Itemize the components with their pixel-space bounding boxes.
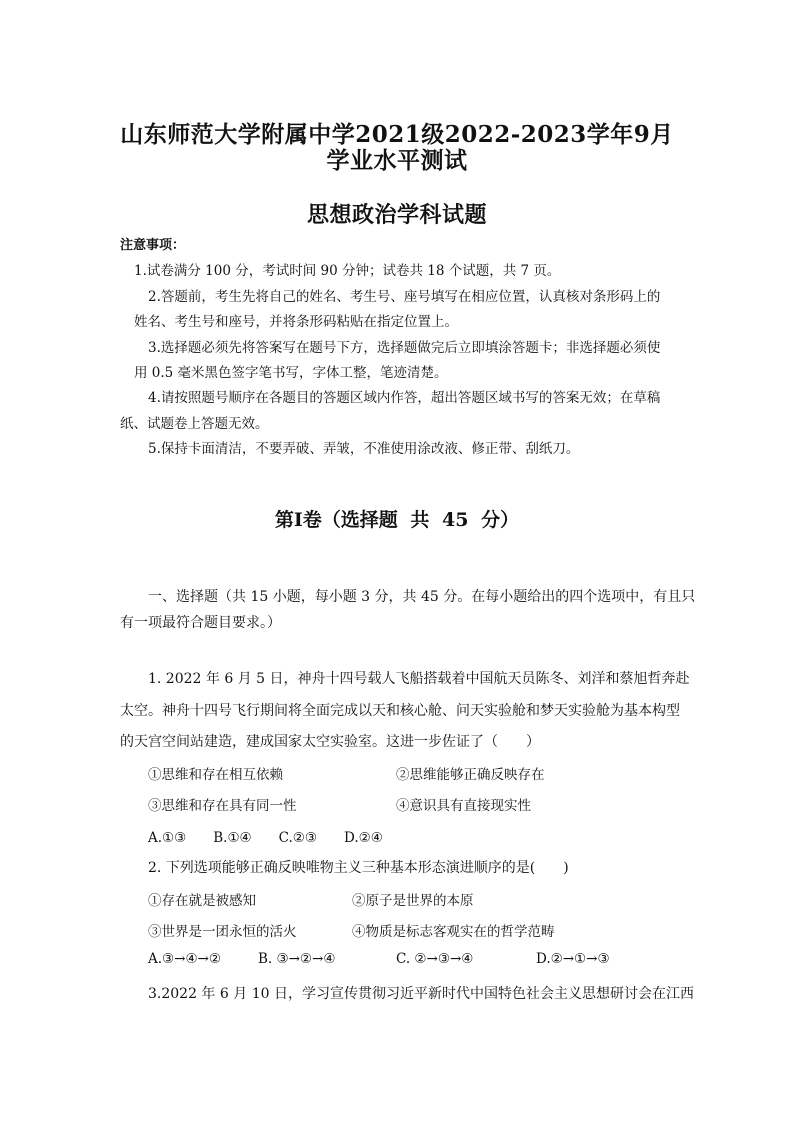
- note-line-1: 1.试卷满分 100 分，考试时间 90 分钟；试卷共 18 个试题，共 7 页。: [134, 263, 561, 279]
- question-1-statement-3: ③思维和存在具有同一性: [148, 798, 297, 814]
- note-line-6: 4.请按照题号顺序在各题目的答题区域内作答，超出答题区域书写的答案无效；在草稿: [148, 390, 661, 406]
- question-1-statement-2: ②思维能够正确反映存在: [396, 767, 545, 783]
- question-1-line3: 的天宫空间站建造，建成国家太空实验室。这进一步佐证了（ ）: [120, 734, 540, 750]
- question-1-statement-1: ①思维和存在相互依赖: [148, 767, 283, 783]
- section-instructions-line1: 一、选择题（共 15 小题，每小题 3 分，共 45 分。在每小题给出的四个选项中，有且只: [148, 589, 696, 605]
- exam-title-line1: 山东师范大学附属中学2021级2022-2023学年9月: [120, 121, 674, 148]
- question-1-options: A.①③ B.①④ C.②③ D.②④: [148, 830, 383, 846]
- question-2-option-c: C. ②→③→④: [396, 951, 474, 967]
- subject-title: 思想政治学科试题: [306, 202, 487, 228]
- note-line-7: 纸、试题卷上答题无效。: [120, 416, 269, 432]
- note-line-4: 3.选择题必须先将答案写在题号下方，选择题做完后立即填涂答题卡；非选择题必须使: [148, 340, 661, 356]
- question-3-line1: 3.2022 年 6 月 10 日，学习宣传贯彻习近平新时代中国特色社会主义思想研讨会在江西: [148, 986, 694, 1002]
- note-line-3: 姓名、考生号和座号，并将条形码粘贴在指定位置上。: [134, 314, 458, 330]
- note-line-2: 2.答题前，考生先将自己的姓名、考生号、座号填写在相应位置，认真核对条形码上的: [148, 289, 661, 305]
- notes-heading: 注意事项：: [120, 238, 186, 253]
- question-1-line2: 太空。神舟十四号飞行期间将全面完成以天和核心舱、问天实验舱和梦天实验舱为基本构型: [120, 703, 680, 719]
- exam-title-line2: 学业水平测试: [326, 147, 468, 174]
- question-2-statement-3: ③世界是一团永恒的活火: [148, 924, 297, 940]
- question-1-line1: 1. 2022 年 6 月 5 日，神舟十四号载人飞船搭载着中国航天员陈冬、刘洋和蔡旭哲奔赴: [148, 671, 690, 687]
- question-2-statement-1: ①存在就是被感知: [148, 893, 256, 909]
- question-2-stem: 2. 下列选项能够正确反映唯物主义三种基本形态演进顺序的是( ): [148, 860, 569, 876]
- question-2-statement-2: ②原子是世界的本原: [352, 893, 474, 909]
- question-1-statement-4: ④意识具有直接现实性: [396, 798, 531, 814]
- section-title: 第Ⅰ卷（选择题 共 45 分）: [274, 509, 520, 531]
- note-line-8: 5.保持卡面清洁，不要弄破、弄皱，不准使用涂改液、修正带、刮纸刀。: [148, 441, 580, 457]
- question-2-option-a: A.③→④→②: [148, 951, 221, 967]
- question-2-statement-4: ④物质是标志客观实在的哲学范畴: [352, 924, 555, 940]
- question-2-option-b: B. ③→②→④: [258, 951, 336, 967]
- section-instructions-line2: 有一项最符合题目要求。）: [120, 615, 281, 631]
- question-2-option-d: D.②→①→③: [536, 951, 610, 967]
- note-line-5: 用 0.5 毫米黑色签字笔书写，字体工整，笔迹清楚。: [134, 365, 448, 381]
